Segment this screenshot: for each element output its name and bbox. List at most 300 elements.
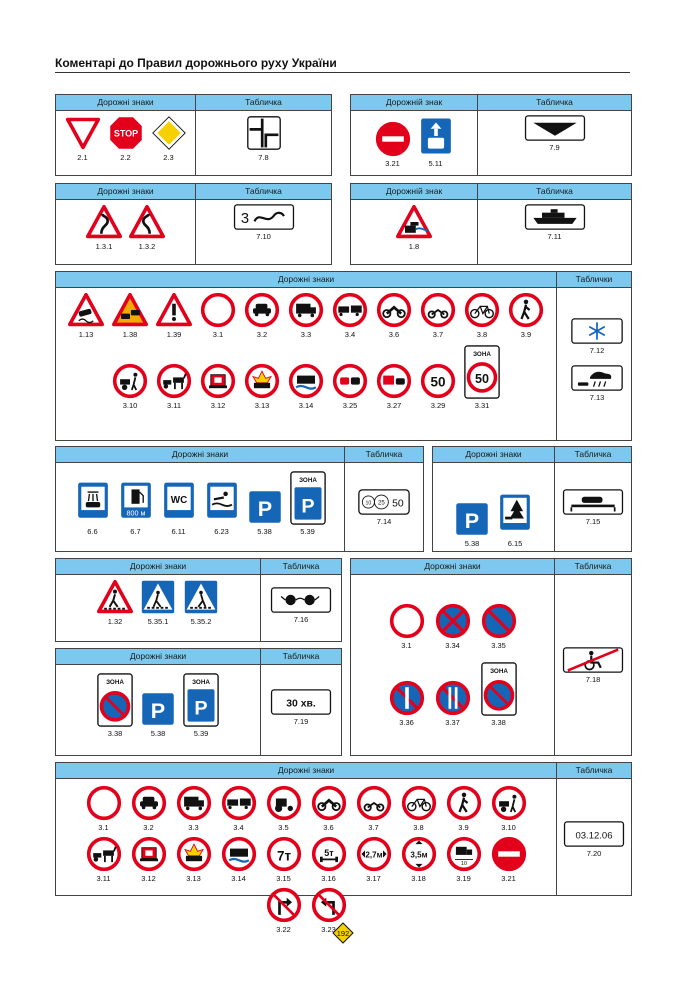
sign-label: 3.25	[342, 401, 358, 410]
svg-text:P: P	[464, 508, 480, 533]
panel-head-signs: Дорожні знаки	[56, 447, 344, 463]
sign-6-7	[116, 479, 156, 536]
sign-1-38	[110, 292, 150, 339]
sign-label: 2.3	[163, 153, 174, 162]
svg-text:3: 3	[240, 211, 249, 228]
sign-5-11	[416, 115, 456, 168]
sign-1-8	[394, 204, 434, 251]
priority-road-icon	[151, 115, 187, 151]
sign-label: 3.38	[107, 729, 123, 738]
no-vehicles-icon	[200, 292, 236, 328]
panel-rest-area	[432, 446, 632, 552]
sign-label: 3.9	[520, 330, 532, 339]
plate-7-18	[557, 647, 629, 684]
svg-text:800 м: 800 м	[126, 508, 145, 518]
parking-icon	[140, 691, 176, 727]
sign-label: 3.35	[491, 641, 506, 650]
sign-label: 3.2	[143, 823, 154, 832]
sign-3-6	[374, 292, 414, 339]
sign-label: 3.31	[474, 401, 490, 410]
height-limit-icon	[401, 836, 437, 872]
panel-head-signs: Дорожні знаки	[56, 559, 260, 575]
sign-label: 1.3.2	[138, 242, 156, 251]
no-entry-icon	[375, 121, 411, 157]
sign-label: 3.34	[445, 641, 460, 650]
sign-3-4	[219, 785, 259, 832]
no-pedestrians-icon	[508, 292, 544, 328]
slippery-road-icon	[68, 292, 104, 328]
sign-5-39	[288, 471, 328, 536]
svg-text:25: 25	[378, 500, 385, 507]
no-trucks-icon	[288, 292, 324, 328]
no-entry-icon	[491, 836, 527, 872]
sign-3-37	[433, 680, 473, 727]
no-right-turn-icon	[266, 887, 302, 923]
sign-label: 1.13	[78, 330, 94, 339]
plate-7-14	[347, 489, 421, 526]
swimming-icon	[204, 479, 240, 525]
no-trailer-icon	[221, 785, 257, 821]
sign-label: 3.12	[141, 874, 156, 883]
sign-1-13	[66, 292, 106, 339]
sign-6-23	[202, 479, 242, 536]
sign-label: 2.1	[77, 153, 88, 162]
sign-label: 3.18	[411, 874, 426, 883]
panel-head-plates: Табличка	[478, 95, 631, 111]
axle-limit-icon	[311, 836, 347, 872]
svg-text:10: 10	[365, 500, 372, 507]
no-parking-even-icon	[435, 680, 471, 716]
sign-label: 3.1	[98, 823, 109, 832]
sign-2-1	[63, 115, 103, 162]
sign-label: 7.13	[589, 393, 605, 402]
plate-7-12	[559, 318, 635, 355]
panel-head-plates: Табличка	[478, 184, 631, 200]
sign-3-7	[354, 785, 394, 832]
sign-label: 7.15	[585, 517, 601, 526]
panel-head-plates: Табличка	[555, 447, 631, 463]
sign-3-27	[374, 363, 414, 410]
exclamation-icon	[156, 292, 192, 328]
no-horse-carts-icon	[86, 836, 122, 872]
sign-label: 3.6	[323, 823, 334, 832]
sign-label: 3.6	[388, 330, 400, 339]
page-header-title: Коментарі до Правил дорожнього руху України	[55, 56, 337, 70]
no-parking-odd-icon	[389, 680, 425, 716]
sign-label: 3.16	[321, 874, 336, 883]
no-horse-carts-icon	[156, 363, 192, 399]
plate-7-10	[226, 204, 302, 241]
no-truck-overtaking-icon	[376, 363, 412, 399]
sign-3-2	[129, 785, 169, 832]
sign-1-3-1	[84, 204, 124, 251]
sign-3-14	[286, 363, 326, 410]
sign-label: 1.39	[166, 330, 182, 339]
sign-label: 5.38	[150, 729, 166, 738]
svg-text:50: 50	[430, 374, 446, 390]
sign-label: 1.8	[408, 242, 420, 251]
no-hazardous-icon	[131, 836, 167, 872]
no-overtaking-icon	[332, 363, 368, 399]
sign-3-6	[309, 785, 349, 832]
road-direction-plate-icon	[246, 115, 282, 151]
panel-head-plates: Табличка	[555, 559, 631, 575]
panel-head-signs: Дорожні знаки	[351, 559, 554, 575]
panel-head-signs: Дорожні знаки	[56, 95, 195, 111]
no-pedestrians-icon	[446, 785, 482, 821]
no-motorcycles-icon	[376, 292, 412, 328]
sign-label: 3.4	[344, 330, 356, 339]
header-divider	[55, 72, 630, 73]
rest-area-icon	[497, 491, 533, 537]
svg-text:10: 10	[460, 860, 467, 867]
plate-7-11	[517, 204, 593, 241]
svg-text:P: P	[257, 496, 272, 521]
page-number: 192	[336, 929, 350, 938]
sign-3-29	[418, 363, 458, 410]
sign-5-38	[245, 489, 285, 536]
page-number-badge	[332, 922, 354, 944]
sign-3-22	[264, 887, 304, 934]
yield-icon	[65, 115, 101, 151]
sign-3-14	[219, 836, 259, 883]
fuel-station-icon	[118, 479, 154, 525]
sign-label: 1.32	[107, 617, 123, 626]
svg-text:5т: 5т	[323, 847, 334, 858]
svg-text:ЗОНА: ЗОНА	[192, 678, 210, 686]
sign-label: 7.9	[549, 143, 560, 152]
sign-3-9	[506, 292, 546, 339]
sign-label: 7.8	[258, 153, 269, 162]
sign-5-38	[452, 501, 492, 548]
svg-text:P: P	[194, 697, 208, 720]
panel-stopping-parking	[350, 558, 632, 756]
panel-priority-signs	[55, 94, 332, 176]
sign-label: 3.38	[491, 718, 506, 727]
sign-label: 3.10	[501, 823, 516, 832]
no-explosives-icon	[244, 363, 280, 399]
arrow-down-plate-icon	[523, 115, 587, 141]
panel-pedestrian-crossing	[55, 558, 342, 642]
sign-label: 1.38	[122, 330, 138, 339]
sign-label: 3.1	[401, 641, 412, 650]
sign-label: 7.12	[589, 346, 605, 355]
sign-3-12	[129, 836, 169, 883]
sign-3-38	[95, 673, 135, 738]
svg-text:50: 50	[392, 498, 404, 510]
no-mopeds-icon	[420, 292, 456, 328]
svg-text:30 хв.: 30 хв.	[286, 698, 316, 710]
sign-label: 3.27	[386, 401, 402, 410]
panel-head-signs: Дорожній знак	[351, 95, 477, 111]
no-vehicles-icon	[389, 603, 425, 639]
sign-label: 3.15	[276, 874, 291, 883]
sign-label: 3.37	[445, 718, 460, 727]
sign-3-10	[110, 363, 150, 410]
sign-1-39	[154, 292, 194, 339]
panel-head-signs: Дорожні знаки	[56, 763, 556, 779]
svg-text:ЗОНА: ЗОНА	[298, 476, 317, 484]
sign-label: 5.38	[464, 539, 480, 548]
no-cars-icon	[131, 785, 167, 821]
no-parking-zone-icon	[97, 673, 133, 727]
svg-text:P: P	[300, 495, 315, 518]
panel-head-plates: Табличка	[557, 763, 631, 779]
sign-3-2	[242, 292, 282, 339]
sign-3-3	[174, 785, 214, 832]
svg-text:7т: 7т	[276, 848, 291, 864]
sign-label: 6.6	[87, 527, 98, 536]
sign-label: 3.8	[413, 823, 424, 832]
stop-icon	[108, 115, 144, 151]
weight-limit-icon	[266, 836, 302, 872]
sign-label: 3.5	[278, 823, 289, 832]
no-parking-icon	[481, 603, 517, 639]
sign-label: 7.11	[547, 232, 562, 241]
sign-2-2	[106, 115, 146, 162]
plate-7-19	[263, 689, 339, 726]
sign-label: 7.19	[293, 717, 309, 726]
panel-head-plates: Таблички	[557, 272, 631, 288]
ferry-plate-icon	[523, 204, 587, 230]
sign-3-13	[174, 836, 214, 883]
sign-3-18	[399, 836, 439, 883]
sign-label: 7.16	[293, 615, 309, 624]
sign-3-34	[433, 603, 473, 650]
blind-pedestrians-plate-icon	[269, 587, 333, 613]
sign-label: 3.22	[276, 925, 291, 934]
svg-text:50: 50	[474, 371, 490, 386]
speed-limit-icon	[420, 363, 456, 399]
no-water-pollutants-icon	[221, 836, 257, 872]
svg-text:WC: WC	[170, 494, 187, 506]
sign-3-15	[264, 836, 304, 883]
sign-3-10	[489, 785, 529, 832]
panel-head-signs: Дорожні знаки	[56, 272, 556, 288]
sign-label: 3.12	[210, 401, 226, 410]
sign-label: 5.35.2	[190, 617, 212, 626]
sign-3-11	[154, 363, 194, 410]
panel-head-plates: Табличка	[261, 649, 341, 665]
plate-7-13	[559, 365, 635, 402]
sign-1-3-2	[127, 204, 167, 251]
sign-label: 5.35.1	[147, 617, 169, 626]
sign-5-35-1	[138, 579, 178, 626]
sign-label: 3.23	[321, 925, 336, 934]
sign-3-25	[330, 363, 370, 410]
sign-label: 3.36	[399, 718, 414, 727]
sign-label: 3.19	[456, 874, 471, 883]
sign-3-16	[309, 836, 349, 883]
no-stopping-icon	[435, 603, 471, 639]
sign-label: 6.23	[214, 527, 229, 536]
sign-label: 3.2	[256, 330, 268, 339]
sign-1-32	[95, 579, 135, 626]
time-plate-icon	[269, 689, 333, 715]
sign-3-19	[444, 836, 484, 883]
sign-3-1	[84, 785, 124, 832]
sign-2-3	[149, 115, 189, 162]
no-bicycles-icon	[401, 785, 437, 821]
sign-label: 3.11	[166, 401, 182, 410]
sign-5-38	[138, 691, 178, 738]
quay-warning-icon	[396, 204, 432, 240]
sign-3-13	[242, 363, 282, 410]
wc-icon	[161, 479, 197, 525]
tickets-plate-icon	[356, 489, 412, 515]
sign-label: 7.14	[376, 517, 392, 526]
sign-label: 5.39	[300, 527, 315, 536]
parking-zone-icon	[183, 673, 219, 727]
bus-lane-icon	[418, 115, 454, 157]
date-plate-icon	[562, 821, 626, 847]
sign-label: 3.9	[458, 823, 469, 832]
sign-3-1	[198, 292, 238, 339]
sign-3-4	[330, 292, 370, 339]
sign-label: 7.10	[256, 232, 271, 241]
no-vehicles-icon	[86, 785, 122, 821]
sign-6-11	[159, 479, 199, 536]
no-hazardous-icon	[200, 363, 236, 399]
sign-label: 5.11	[428, 159, 443, 168]
panel-head-plates: Табличка	[345, 447, 423, 463]
sign-label: 3.7	[432, 330, 444, 339]
sign-3-9	[444, 785, 484, 832]
sign-3-35	[479, 603, 519, 650]
sign-label: 3.10	[122, 401, 138, 410]
svg-text:ЗОНА: ЗОНА	[489, 667, 508, 675]
sign-label: 7.18	[585, 675, 601, 684]
sign-3-12	[198, 363, 238, 410]
sign-5-39	[181, 673, 221, 738]
sign-label: 3.3	[188, 823, 199, 832]
sign-3-1	[387, 603, 427, 650]
wet-surface-plate-icon	[569, 365, 625, 391]
sign-label: 5.39	[193, 729, 209, 738]
plate-7-16	[263, 587, 339, 624]
pedestrian-crossing-warning-icon	[97, 579, 133, 615]
sign-3-8	[462, 292, 502, 339]
svg-text:2,7м: 2,7м	[364, 850, 383, 860]
panel-head-plates: Табличка	[196, 95, 331, 111]
sign-label: 3.4	[233, 823, 244, 832]
sign-label: 3.11	[96, 874, 111, 883]
crossing-right-icon	[140, 579, 176, 615]
no-handcarts-icon	[112, 363, 148, 399]
no-cars-icon	[244, 292, 280, 328]
svg-text:STOP: STOP	[113, 128, 138, 139]
no-trucks-icon	[176, 785, 212, 821]
panel-head-plates: Табличка	[196, 184, 331, 200]
no-water-pollutants-icon	[288, 363, 324, 399]
panel-head-signs: Дорожні знаки	[56, 649, 260, 665]
no-trailer-icon	[332, 292, 368, 328]
sign-label: 6.7	[130, 527, 141, 536]
no-bicycles-icon	[464, 292, 500, 328]
length-limit-icon	[446, 836, 482, 872]
sign-3-3	[286, 292, 326, 339]
panel-curves	[55, 183, 332, 265]
sign-label: 3.29	[430, 401, 446, 410]
panel-parking-zone	[55, 648, 342, 756]
svg-text:P: P	[150, 698, 166, 723]
speed-zone-icon	[464, 345, 500, 399]
svg-text:03.12.06: 03.12.06	[575, 830, 613, 842]
sign-label: 3.8	[476, 330, 488, 339]
sign-6-15	[495, 491, 535, 548]
panel-prohibitions	[55, 271, 632, 441]
sign-3-21	[489, 836, 529, 883]
ice-plate-icon	[569, 318, 625, 344]
sign-label: 3.14	[298, 401, 314, 410]
parking-zone-icon	[290, 471, 326, 525]
sign-label: 3.17	[366, 874, 381, 883]
sign-label: 3.13	[254, 401, 270, 410]
curve-right-icon	[86, 204, 122, 240]
sign-3-21	[373, 121, 413, 168]
sign-3-31	[462, 345, 502, 410]
svg-text:ЗОНА: ЗОНА	[106, 678, 124, 686]
panel-service-signs	[55, 446, 424, 552]
distance-curve-plate-icon	[232, 204, 296, 230]
sign-label: 7.20	[586, 849, 602, 858]
width-limit-icon	[356, 836, 392, 872]
sign-3-5	[264, 785, 304, 832]
sign-label: 3.21	[385, 159, 400, 168]
sign-label: 5.38	[257, 527, 272, 536]
sign-label: 3.3	[300, 330, 312, 339]
sign-label: 3.1	[212, 330, 224, 339]
no-left-turn-icon	[311, 887, 347, 923]
sign-5-35-2	[181, 579, 221, 626]
no-explosives-icon	[176, 836, 212, 872]
panel-head-signs: Дорожні знаки	[433, 447, 554, 463]
plate-7-8	[244, 115, 284, 162]
parking-icon	[454, 501, 490, 537]
kerb-parking-plate-icon	[561, 489, 625, 515]
sign-label: 3.21	[501, 874, 516, 883]
curve-left-icon	[129, 204, 165, 240]
panel-quay	[350, 183, 632, 265]
sign-3-38	[479, 662, 519, 727]
no-motorcycles-icon	[311, 785, 347, 821]
plate-7-15	[557, 489, 629, 526]
sign-label: 6.11	[171, 527, 186, 536]
sign-6-6	[73, 479, 113, 536]
no-handcarts-icon	[491, 785, 527, 821]
plate-7-9	[517, 115, 593, 152]
sign-3-7	[418, 292, 458, 339]
sign-label: 2.2	[120, 153, 131, 162]
no-parking-zone-icon	[481, 662, 517, 716]
parking-icon	[247, 489, 283, 525]
plate-7-20	[559, 821, 629, 858]
sign-3-8	[399, 785, 439, 832]
panel-no-entry-bus	[350, 94, 632, 176]
sign-label: 1.3.1	[95, 242, 113, 251]
shower-icon	[75, 479, 111, 525]
sign-label: 6.15	[507, 539, 523, 548]
sign-3-11	[84, 836, 124, 883]
no-mopeds-icon	[356, 785, 392, 821]
svg-text:ЗОНА: ЗОНА	[473, 350, 491, 358]
sign-label: 3.13	[186, 874, 201, 883]
panel-head-signs: Дорожній знак	[351, 184, 477, 200]
panel-head-signs: Дорожні знаки	[56, 184, 195, 200]
disabled-except-plate-icon	[561, 647, 625, 673]
sign-label: 3.7	[368, 823, 379, 832]
panel-head-plates: Табличка	[261, 559, 341, 575]
